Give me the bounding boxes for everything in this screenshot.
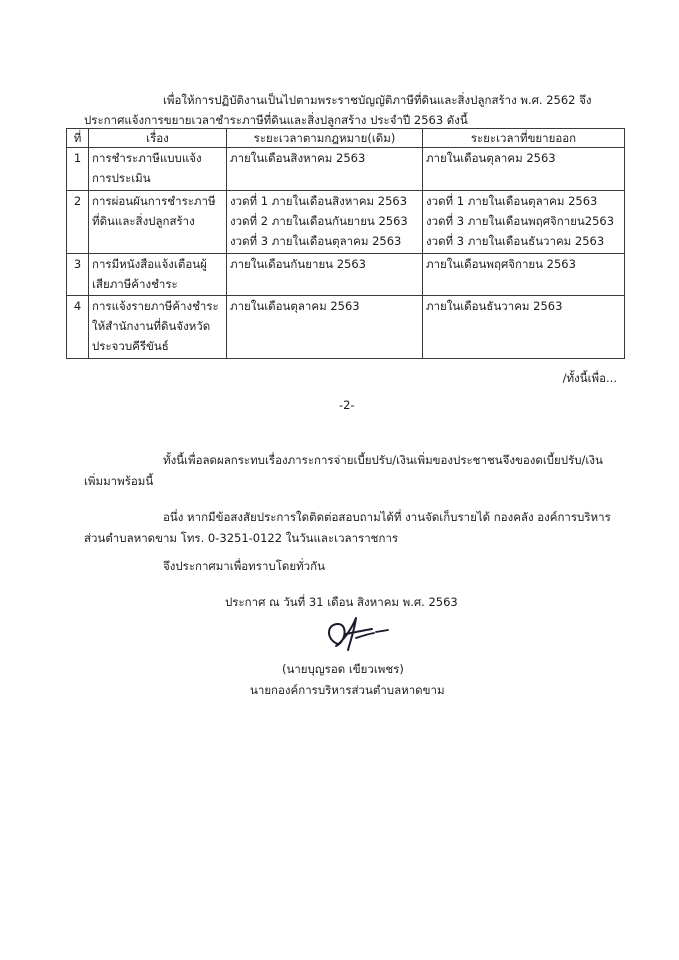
subject-line: การชำระภาษีแบบแจ้ง [92,151,202,165]
announcement-text: จึงประกาศมาเพื่อทราบโดยทั่วกัน [163,559,325,573]
period-line: งวดที่ 3 ภายในเดือนตุลาคม 2563 [230,234,402,248]
row-subject [89,191,227,254]
para2-line-2: ส่วนตำบลหาดขาม โทร. 0-3251-0122 ในวันและเวลาราชการ [84,531,399,545]
date-line: ประกาศ ณ วันที่ 31 เดือน สิงหาคม พ.ศ. 2563 [225,595,458,609]
period-line: ภายในเดือนพฤศจิกายน 2563 [426,257,576,271]
table-row [67,296,625,359]
row-subject [89,254,227,296]
subject-line: การผ่อนผันการชำระภาษี [92,194,216,208]
period-line: ภายในเดือนตุลาคม 2563 [426,151,556,165]
table-header-row [67,129,625,148]
subject-line: ให้สำนักงานที่ดินจังหวัด [92,319,211,333]
row-original-period [227,148,423,191]
period-line: งวดที่ 3 ภายในเดือนพฤศจิกายน2563 [426,214,615,228]
period-line: งวดที่ 1 ภายในเดือนตุลาคม 2563 [426,194,598,208]
row-extended-period [423,296,625,359]
row-extended-period [423,148,625,191]
period-line: ภายในเดือนกันยายน 2563 [230,257,366,271]
header-original-period: ระยะเวลาตามกฎหมาย(เดิม) [227,129,423,148]
period-line: ภายในเดือนธันวาคม 2563 [426,299,563,313]
subject-line: ประจวบคีรีขันธ์ [92,339,169,353]
table-row [67,254,625,296]
intro-line-2: ประกาศแจ้งการขยายเวลาชำระภาษีที่ดินและสิ่งปลูกสร้าง ประจำปี 2563 ดังนี้ [84,113,468,127]
header-no: ที่ [67,129,89,148]
signer-title: นายกองค์การบริหารส่วนตำบลหาดขาม [250,683,445,697]
table-row [67,148,625,191]
row-original-period [227,296,423,359]
header-extended-period: ระยะเวลาที่ขยายออก [423,129,625,148]
para2-line-1: อนึ่ง หากมีข้อสงสัยประการใดติดต่อสอบถามได้ที่ งานจัดเก็บรายได้ กองคลัง องค์การบริหาร [163,510,611,524]
row-original-period [227,191,423,254]
schedule-table [66,128,625,359]
row-number: 4 [67,296,89,359]
subject-line: การแจ้งรายภาษีค้างชำระ [92,299,219,313]
row-extended-period [423,254,625,296]
row-extended-period [423,191,625,254]
para1-line-2: เพิ่มมาพร้อมนี้ [84,474,154,488]
header-subject: เรื่อง [89,129,227,148]
intro-line-1: เพื่อให้การปฏิบัติงานเป็นไปตามพระราชบัญญัติภาษีที่ดินและสิ่งปลูกสร้าง พ.ศ. 2562 จึง [163,93,592,107]
continuation-text: /ทั้งนี้เพื่อ... [562,371,617,385]
period-line: ภายในเดือนตุลาคม 2563 [230,299,360,313]
subject-line: เสียภาษีค้างชำระ [92,277,178,291]
period-line: ภายในเดือนสิงหาคม 2563 [230,151,366,165]
period-line: งวดที่ 2 ภายในเดือนกันยายน 2563 [230,214,408,228]
period-line: งวดที่ 1 ภายในเดือนสิงหาคม 2563 [230,194,408,208]
row-number: 2 [67,191,89,254]
subject-line: การมีหนังสือแจ้งเตือนผู้ [92,257,207,271]
period-line: งวดที่ 3 ภายในเดือนธันวาคม 2563 [426,234,605,248]
signature-image [316,614,396,656]
row-subject [89,296,227,359]
signer-name: (นายบุญรอด เขียวเพชร) [282,662,404,676]
subject-line: ที่ดินและสิ่งปลูกสร้าง [92,214,195,228]
row-subject [89,148,227,191]
row-original-period [227,254,423,296]
page-number: -2- [339,398,355,412]
para1-line-1: ทั้งนี้เพื่อลดผลกระทบเรื่องภาระการจ่ายเบี้ยปรับ/เงินเพิ่มของประชาชนจึงของดเบี้ยปรับ/เงิน [163,453,603,467]
subject-line: การประเมิน [92,171,151,185]
row-number: 3 [67,254,89,296]
table-row [67,191,625,254]
row-number: 1 [67,148,89,191]
